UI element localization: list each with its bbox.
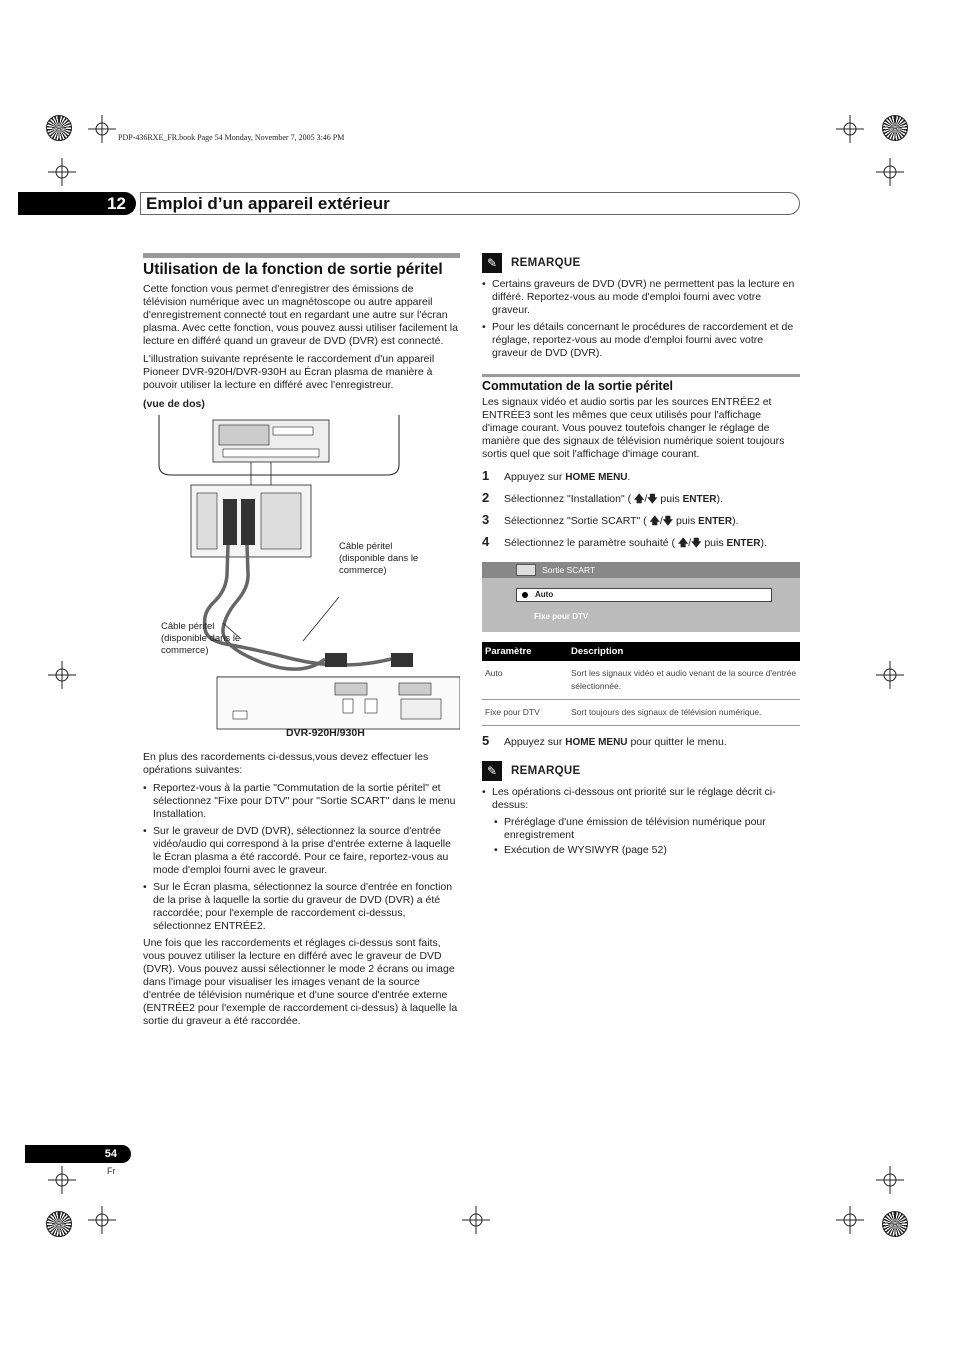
note-title: REMARQUE bbox=[511, 256, 581, 269]
right-column bbox=[482, 253, 800, 859]
table-row bbox=[482, 700, 800, 726]
view-label: (vue de dos) bbox=[143, 398, 205, 410]
list-item: • Certains graveurs de DVD (DVR) ne permettent pas la lecture en différé. Reportez-vous au mode d'emploi fourni avec votre graveur. bbox=[482, 278, 800, 317]
step-text-mid: puis bbox=[701, 537, 727, 549]
step-text-post: pour quitter le menu. bbox=[627, 736, 727, 748]
registration-crosshair-icon bbox=[462, 1206, 490, 1234]
step-text bbox=[504, 515, 739, 528]
step-text-pre: Appuyez sur bbox=[504, 471, 566, 483]
arrow-up-icon: 🡅 bbox=[634, 494, 645, 505]
list-item: • Pour les détails concernant le procédures de raccordement et de réglage, reportez-vous au mode d'emploi fourni avec votre graveur de DVD (DVR). bbox=[482, 321, 800, 360]
registration-crosshair-icon bbox=[48, 661, 76, 689]
note-sublist bbox=[482, 816, 800, 857]
registration-crosshair-icon bbox=[88, 1206, 116, 1234]
home-menu-key: HOME MENU bbox=[565, 737, 628, 748]
after-paragraph: En plus des racordements ci-dessus,vous devez effectuer les opérations suivantes: bbox=[143, 751, 429, 776]
arrow-down-icon: 🡇 bbox=[662, 516, 674, 527]
screen-title bbox=[482, 562, 800, 578]
step-text bbox=[504, 537, 767, 550]
page-language: Fr bbox=[107, 1166, 116, 1176]
connection-diagram bbox=[143, 415, 460, 745]
step-text-post: ). bbox=[732, 515, 739, 527]
arrow-up-icon: 🡅 bbox=[677, 538, 689, 549]
left-column bbox=[143, 253, 460, 1033]
list-item: • Préréglage d'une émission de télévision numérique pour enregistrement bbox=[494, 816, 800, 842]
enter-key: ENTER bbox=[726, 538, 761, 549]
list-item: • Les opérations ci-dessous ont priorité sur le réglage décrit ci-dessus: bbox=[482, 786, 800, 812]
table-header: Description bbox=[568, 642, 800, 661]
table-header: Paramètre bbox=[482, 642, 568, 661]
option-auto[interactable]: Auto bbox=[516, 588, 772, 602]
registration-crosshair-icon bbox=[836, 115, 864, 143]
section-bar bbox=[143, 253, 460, 258]
screen-menu-icon bbox=[516, 564, 536, 576]
step-text bbox=[504, 471, 630, 484]
list-item: • Reportez-vous à la partie "Commutation de la sortie péritel" et sélectionnez "Fixe pour DTV" pour "Sortie SCART" dans le menu Installation. bbox=[143, 782, 460, 821]
step-text-post: ). bbox=[716, 493, 723, 505]
section-bar bbox=[482, 374, 800, 377]
table-cell: Auto bbox=[482, 661, 568, 700]
enter-key: ENTER bbox=[698, 516, 733, 527]
note-title: REMARQUE bbox=[511, 764, 581, 777]
step-number: 5 bbox=[482, 733, 490, 748]
step-5 bbox=[482, 734, 800, 749]
pencil-note-icon: ✎ bbox=[482, 761, 502, 781]
cable-label-1: Câble péritel (disponible dans le commerce) bbox=[339, 541, 419, 576]
section-title: Utilisation de la fonction de sortie péritel bbox=[143, 261, 443, 278]
note-list bbox=[482, 786, 800, 812]
note-header bbox=[482, 761, 800, 781]
chapter-title: Emploi d’un appareil extérieur bbox=[140, 192, 800, 215]
file-info: PDP-436RXE_FR.book Page 54 Monday, November 7, 2005 3:46 PM bbox=[118, 133, 345, 142]
registration-crosshair-icon bbox=[876, 158, 904, 186]
page-number: 54 bbox=[25, 1145, 131, 1163]
step-4 bbox=[482, 535, 800, 550]
chapter-number: 12 bbox=[18, 192, 136, 215]
registration-crosshair-icon bbox=[48, 158, 76, 186]
home-menu-key: HOME MENU bbox=[565, 472, 628, 483]
list-item: • Exécution de WYSIWYR (page 52) bbox=[494, 844, 800, 857]
intro-paragraph-1: Cette fonction vous permet d'enregistrer des émissions de télévision numérique avec un magnétoscope ou autre appareil d'enregistrement connecté tout en regardant une autre sur l'écran plasma. Avec cette fonction, vous pouvez aussi utiliser facilement la lecture en différé quand un graveur de DVD (DVR) est connecté. bbox=[143, 283, 458, 347]
registration-sunburst-icon bbox=[46, 115, 72, 141]
note-list bbox=[482, 278, 800, 360]
step-number: 4 bbox=[482, 534, 490, 549]
step-text-mid: puis bbox=[673, 515, 699, 527]
registration-sunburst-icon bbox=[46, 1211, 72, 1237]
operations-list bbox=[143, 782, 460, 933]
arrow-separator: / bbox=[644, 493, 648, 505]
list-item: • Sur le Écran plasma, sélectionnez la source d'entrée en fonction de la prise à laquelle la sortie du graveur de DVD (DVR) a été raccordée; pour l'exemple de raccordement ci-dessus, sélectionnez ENTRÉE2. bbox=[143, 881, 460, 933]
registration-sunburst-icon bbox=[882, 1211, 908, 1237]
step-3 bbox=[482, 513, 800, 528]
table-cell: Fixe pour DTV bbox=[482, 700, 568, 726]
step-number: 3 bbox=[482, 512, 490, 527]
enter-key: ENTER bbox=[682, 494, 717, 505]
step-text bbox=[504, 493, 723, 506]
subsection-paragraph: Les signaux vidéo et audio sortis par les sources ENTRÉE2 et ENTRÉE3 sont les mêmes que ceux utilisés pour l'affichage d'image courant. Vous pouvez toutefois changer le réglage de manière que des signaux de télévision numérique soient toujours sortis quel que soit l'affichage d'image courant. bbox=[482, 396, 785, 460]
cable-label-2: Câble péritel (disponible dans le commerce) bbox=[161, 621, 241, 656]
subsection-title: Commutation de la sortie péritel bbox=[482, 379, 674, 393]
registration-crosshair-icon bbox=[876, 1166, 904, 1194]
table-cell: Sort les signaux vidéo et audio venant de la source d'entrée sélectionnée. bbox=[568, 661, 800, 700]
registration-sunburst-icon bbox=[882, 115, 908, 141]
registration-crosshair-icon bbox=[836, 1206, 864, 1234]
option-fixe-dtv[interactable]: Fixe pour DTV bbox=[534, 612, 589, 621]
step-1 bbox=[482, 469, 800, 484]
step-number: 2 bbox=[482, 490, 490, 505]
arrow-separator: / bbox=[659, 515, 663, 527]
registration-crosshair-icon bbox=[876, 661, 904, 689]
arrow-separator: / bbox=[688, 537, 692, 549]
step-text-pre: Sélectionnez "Installation" ( bbox=[504, 493, 635, 505]
arrow-up-icon: 🡅 bbox=[649, 516, 660, 527]
registration-crosshair-icon bbox=[48, 1166, 76, 1194]
arrow-down-icon: 🡇 bbox=[647, 494, 658, 505]
step-text bbox=[504, 736, 727, 749]
arrow-down-icon: 🡇 bbox=[691, 538, 702, 549]
device-label: DVR-920H/930H bbox=[286, 727, 365, 739]
registration-crosshair-icon bbox=[88, 115, 116, 143]
step-text-post: . bbox=[627, 471, 631, 483]
step-text-pre: Appuyez sur bbox=[504, 736, 566, 748]
pencil-note-icon: ✎ bbox=[482, 253, 502, 273]
step-2 bbox=[482, 491, 800, 506]
step-text-pre: Sélectionnez le paramètre souhaité ( bbox=[504, 537, 678, 549]
connection-illustration bbox=[143, 415, 460, 745]
screen-title-text: Sortie SCART bbox=[542, 565, 596, 575]
step-text-pre: Sélectionnez "Sortie SCART" ( bbox=[504, 515, 650, 527]
closing-paragraph: Une fois que les raccordements et réglages ci-dessus sont faits, vous pouvez utiliser la lecture en différé avec le graveur de DVD (DVR). Vous pouvez aussi sélectionner le mode 2 écrans ou image dans l'image pour visualiser les images venant de la source d'entrée de télévision numérique et d'une source d'entrée externe (ENTRÉE2 pour l'exemple de raccordement ci-dessus) à laquelle la sortie du graveur a été raccordée. bbox=[143, 937, 458, 1027]
step-text-post: ). bbox=[760, 537, 767, 549]
parameter-table bbox=[482, 642, 800, 726]
table-cell: Sort toujours des signaux de télévision numérique. bbox=[568, 700, 800, 726]
table-row bbox=[482, 661, 800, 700]
note-header bbox=[482, 253, 800, 273]
step-text-mid: puis bbox=[657, 493, 683, 505]
intro-paragraph-2: L'illustration suivante représente le raccordement d'un appareil Pioneer DVR-920H/DVR-930H au Écran plasma de manière à pouvoir utiliser la lecture en différé avec l'enregistreur. bbox=[143, 353, 435, 391]
menu-screen bbox=[482, 562, 800, 632]
list-item: • Sur le graveur de DVD (DVR), sélectionnez la source d'entrée vidéo/audio qui correspond à la prise d'entrée externe à laquelle le Écran plasma a été raccordé. Pour ce faire, reportez-vous au mode d'emploi fourni avec le graveur. bbox=[143, 825, 460, 877]
step-number: 1 bbox=[482, 468, 490, 483]
